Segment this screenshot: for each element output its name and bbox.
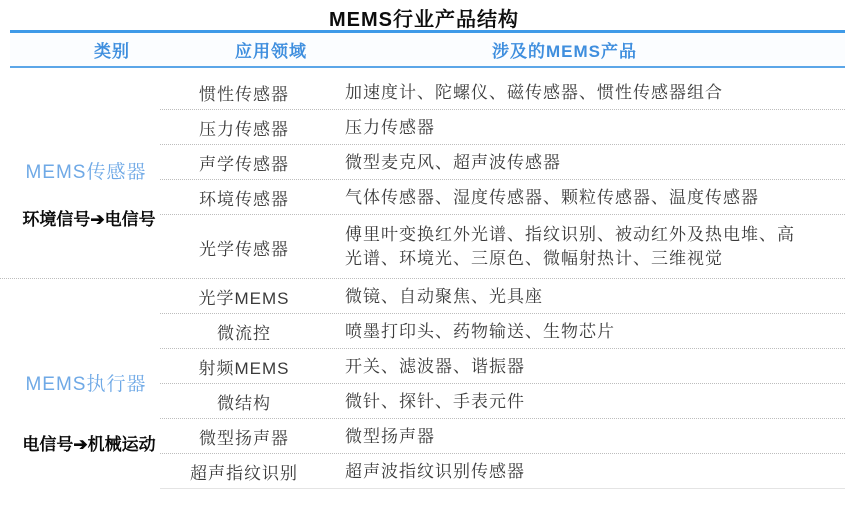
application-field-cell: 射频MEMS [198, 359, 290, 378]
table-section [0, 279, 848, 489]
table-row [0, 454, 848, 489]
table-row [0, 384, 848, 419]
table-row [0, 215, 848, 279]
mems-products-cell: 气体传感器、湿度传感器、颗粒传感器、温度传感器 [345, 187, 759, 207]
table-row [0, 314, 848, 349]
application-field-cell: 环境传感器 [199, 190, 289, 209]
application-field-cell: 光学传感器 [199, 239, 289, 259]
page-title: MEMS行业产品结构 [329, 9, 519, 31]
category-note: 电信号➔机械运动 [22, 435, 156, 454]
mems-products-cell: 超声波指纹识别传感器 [345, 461, 525, 481]
mems-products-cell: 微型扬声器 [345, 426, 435, 446]
application-field-cell: 惯性传感器 [199, 85, 289, 104]
mems-products-cell: 压力传感器 [345, 117, 435, 137]
table-row [0, 349, 848, 384]
table-section [0, 75, 848, 279]
mems-products-cell: 喷墨打印头、药物输送、生物芯片 [345, 321, 615, 341]
mems-products-cell: 微镜、自动聚焦、光具座 [345, 286, 543, 306]
table-row [0, 145, 848, 180]
application-field-cell: 超声指纹识别 [190, 464, 298, 483]
category-label: MEMS传感器 [25, 162, 147, 183]
header-application-field: 应用领域 [235, 42, 307, 61]
table-row [0, 180, 848, 215]
application-field-cell: 压力传感器 [199, 120, 289, 139]
mems-products-cell: 开关、滤波器、谐振器 [345, 356, 525, 376]
table-body [0, 68, 848, 489]
mems-products-cell: 微型麦克风、超声波传感器 [345, 152, 561, 172]
table-row [0, 279, 848, 314]
table-header [10, 30, 845, 68]
mems-products-cell: 加速度计、陀螺仪、磁传感器、惯性传感器组合 [345, 82, 723, 102]
application-field-cell: 微流控 [217, 324, 271, 343]
mems-products-cell: 傅里叶变换红外光谱、指纹识别、被动红外及热电堆、高光谱、环境光、三原色、微幅射热计、三维视觉 [345, 225, 795, 268]
table-row [0, 110, 848, 145]
application-field-cell: 光学MEMS [198, 289, 290, 308]
category-note: 环境信号➔电信号 [22, 210, 156, 229]
table-row [0, 75, 848, 110]
table-row [0, 419, 848, 454]
application-field-cell: 微型扬声器 [199, 429, 289, 448]
application-field-cell: 微结构 [217, 394, 271, 413]
header-mems-products: 涉及的MEMS产品 [492, 42, 637, 61]
mems-products-cell: 微针、探针、手表元件 [345, 391, 525, 411]
header-category: 类别 [94, 42, 130, 61]
application-field-cell: 声学传感器 [199, 155, 289, 174]
category-label: MEMS执行器 [25, 374, 147, 395]
